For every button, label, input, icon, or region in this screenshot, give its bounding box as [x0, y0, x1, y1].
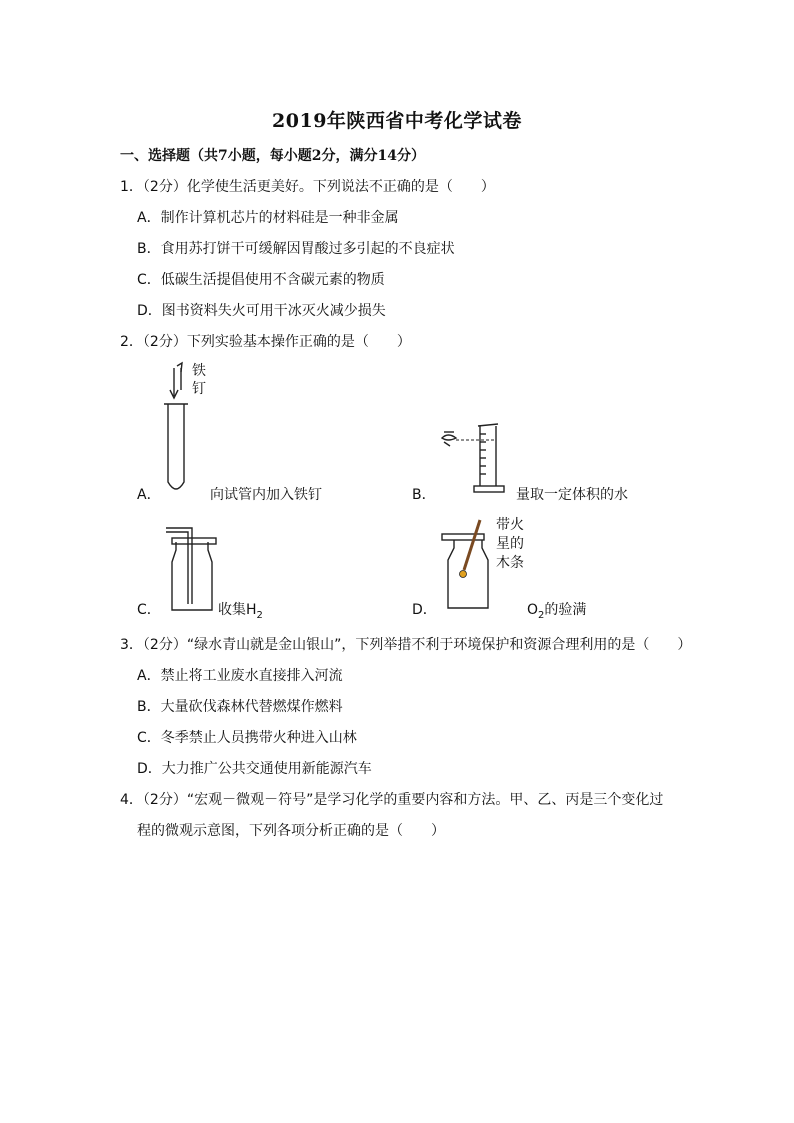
question-2-option-d-caption-tail: 的验满	[544, 602, 587, 618]
question-4-stem-line1: 4．（2分）“宏观－微观－符号”是学习化学的重要内容和方法。甲、乙、丙是三个变化过	[120, 792, 664, 808]
question-1-option-c: C．低碳生活提倡使用不含碳元素的物质	[137, 272, 385, 288]
figure-d-gas-bottle	[440, 520, 500, 612]
question-2-option-b-caption: 量取一定体积的水	[516, 487, 628, 503]
question-1-option-d: D．图书资料失火可用干冰灭火减少损失	[137, 303, 386, 319]
figure-c-gas-bottle	[166, 522, 226, 612]
question-3-option-c: C．冬季禁止人员携带火种进入山林	[137, 730, 357, 746]
figure-a-test-tube	[160, 360, 220, 500]
section-heading: 一、选择题（共7小题，每小题2分，满分14分）	[120, 148, 425, 164]
figure-d-label-line1: 带火	[496, 517, 524, 533]
question-2-option-c-caption	[218, 599, 263, 621]
figure-d-label-line3: 木条	[496, 555, 524, 571]
figure-a-label-line2: 钉	[192, 381, 206, 397]
question-3-option-d: D．大力推广公共交通使用新能源汽车	[137, 761, 372, 777]
question-3-option-a: A．禁止将工业废水直接排入河流	[137, 668, 343, 684]
question-2-option-c-caption-sub: 2	[256, 609, 263, 621]
question-2-option-a-letter: A．	[137, 487, 161, 503]
question-2-option-a-caption: 向试管内加入铁钉	[210, 487, 322, 503]
question-2-option-d-caption-sub: 2	[538, 609, 545, 621]
question-2-option-d-letter: D．	[412, 602, 437, 618]
figure-b-cylinder-body	[470, 422, 510, 496]
figure-d-label-line2: 星的	[496, 536, 524, 552]
question-4-stem-line2: 程的微观示意图，下列各项分析正确的是（ ）	[137, 823, 445, 839]
question-2-option-c-letter: C．	[137, 602, 161, 618]
figure-a-label-line1: 铁	[192, 363, 206, 379]
question-2-option-d-caption-main: O	[527, 602, 539, 618]
question-1-option-b: B．食用苏打饼干可缓解因胃酸过多引起的不良症状	[137, 241, 455, 257]
question-1-stem: 1．（2分）化学使生活更美好。下列说法不正确的是（ ）	[120, 179, 495, 195]
question-3-option-b: B．大量砍伐森林代替燃煤作燃料	[137, 699, 343, 715]
figure-b-sight-line	[456, 438, 496, 442]
page-title: 2019年陕西省中考化学试卷	[272, 110, 522, 132]
question-2-stem: 2．（2分）下列实验基本操作正确的是（ ）	[120, 334, 411, 350]
question-3-stem: 3．（2分）“绿水青山就是金山银山”，下列举措不利于环境保护和资源合理利用的是（ ）	[120, 637, 692, 653]
question-1-option-a: A．制作计算机芯片的材料硅是一种非金属	[137, 210, 399, 226]
question-2-option-c-caption-main: 收集H	[218, 602, 257, 618]
question-2-option-d-caption	[527, 599, 586, 621]
question-2-option-b-letter: B．	[412, 487, 436, 503]
